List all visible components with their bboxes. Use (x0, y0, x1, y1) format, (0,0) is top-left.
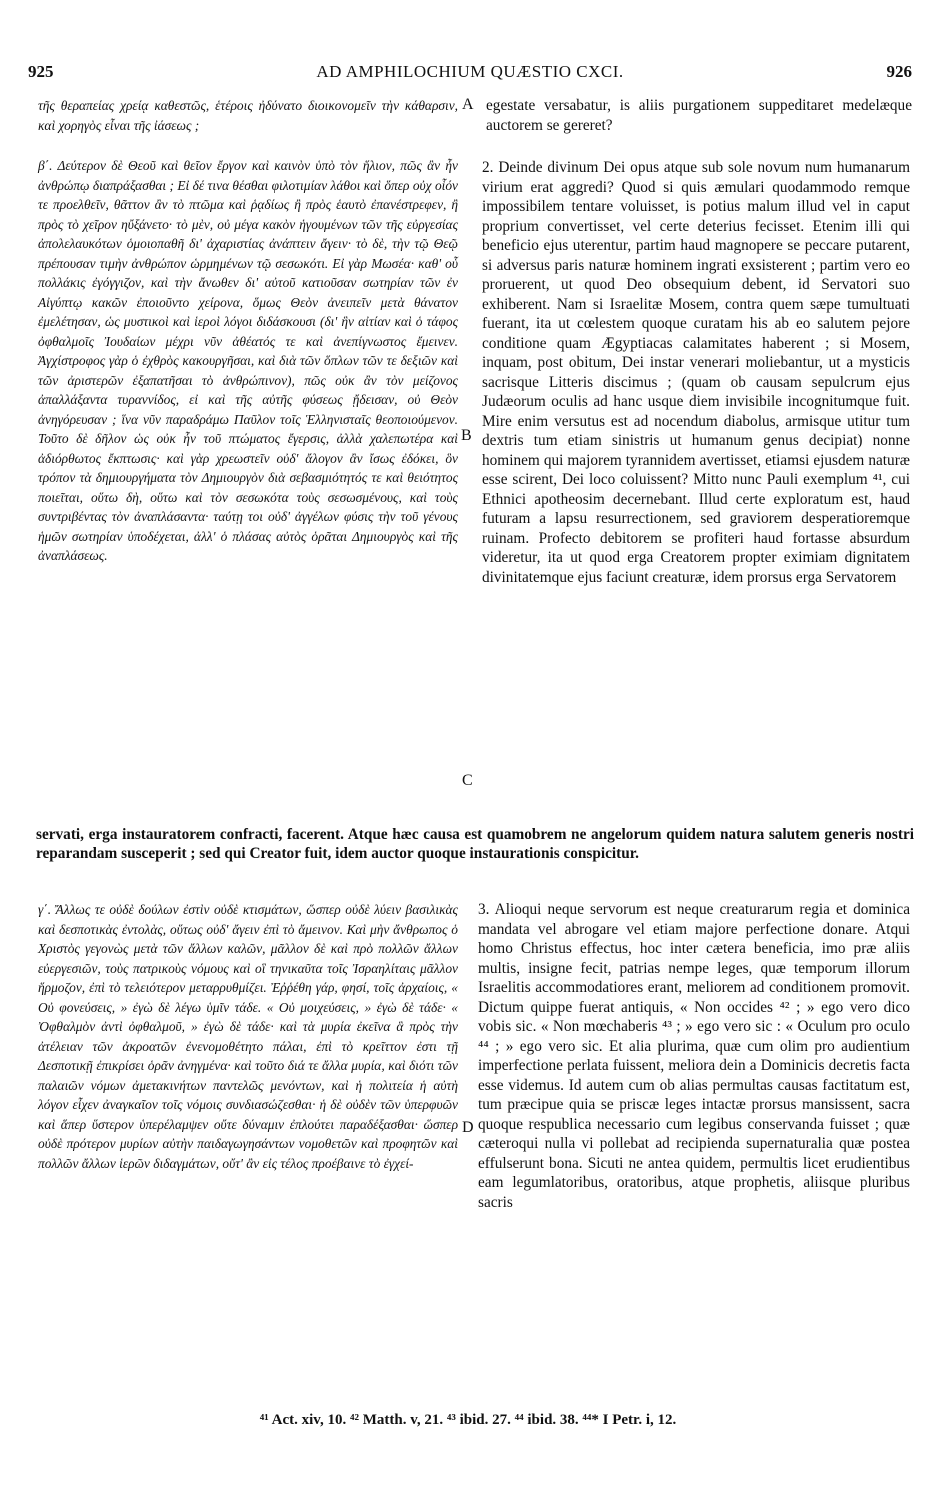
page-number-right: 926 (886, 62, 912, 81)
greek-text-c: γ΄. Ἄλλως τε οὐδὲ δούλων ἐστὶν οὐδὲ κτισμάτων, ὥσπερ οὐδὲ λύειν βασιλικὰς καὶ δεσποτικὰς ἐντολὰς, οὕτως οὐδ' ἄγειν ἐπὶ τὸ ἄμεινον. Καὶ μὴν ἄνθρωπος ὁ Χριστὸς γεγονὼς μετὰ τῶν ἄλλων καλῶν, μᾶλλον δὲ καὶ πρὸ πολλῶν ἄλλων εὐεργεσιῶν, τοὺς πατρικοὺς νόμους καὶ οἳ τηνικαῦτα τοῖς Ἰσραηλίταις μᾶλλον ἥρμοζον, ἐπὶ τὸ τελειότερον μεταρρυθμίζει. Ἐῤῥέθη γάρ, φησί, τοῖς ἀρχαίοις, « Οὐ φονεύσεις, » ἐγὼ δὲ λέγω ὑμῖν τάδε. « Οὐ μοιχεύσεις, » ἐγὼ δὲ τάδε· « Ὀφθαλμὸν ἀντὶ ὀφθαλμοῦ, » ἐγὼ δὲ τάδε· καὶ τὰ μυρία ἐκεῖνα ἃ πρὸς τὴν ἀτέλειαν τῶν ἀκροατῶν ἐνενομοθέτητο πάλαι, ἐπὶ τὸ κρεῖττον ἐστι τῇ Δεσποτικῇ ἐπικρίσει ὁρᾶν ἀνηγμένα· καὶ τοῦτο διά τε ἄλλα μυρία, καὶ διότι τῶν παλαιῶν νόμων ἀμετακινήτων παντελῶς μενόντων, καὶ ἡ πολιτεία ἡ αὐτὴ λόγον εἶχεν ἀναγκαῖον τοῖς νόμοις συνδιασώζεσθαι· ἡ δὲ οὐδὲν τῶν ὑπερφυῶν καὶ ἅπερ ὕστερον ὑπερέλαμψεν οὔτε δύναμιν ἐπλούτει παραδέξασθαι· ὥσπερ οὐδὲ πρότερον μυρίων αὐτὴν παιδαγωγησάντων νομοθετῶν καὶ προφητῶν καὶ πολλῶν ἄλλων ἱερῶν διδαγμάτων, οὔτ' ἂν εἰς τέλος προέβαινε τὸ ἐγχεί- (38, 902, 458, 1171)
margin-marker-a: A (462, 96, 474, 113)
latin-text-a: egestate versabatur, is aliis purgationem suppeditaret medelæque auctorem se gereret? (486, 97, 912, 134)
margin-marker-d: D (462, 1119, 474, 1136)
full-width-text: servati, erga instauratorem confracti, facerent. Atque hæc causa est quamobrem ne angelorum quidem natura salutem generis nostri reparandam susceperit ; sed qui Creator fuit, idem auctor quoque instaurationis conspicitur. (36, 826, 914, 862)
running-title: AD AMPHILOCHIUM QUÆSTIO CXCI. (316, 62, 624, 81)
page-number-left: 925 (28, 62, 54, 81)
page-header (28, 62, 912, 86)
footnotes: ⁴¹ Act. xiv, 10. ⁴² Matth. v, 21. ⁴³ ibid. 27. ⁴⁴ ibid. 38. ⁴⁴* I Petr. i, 12. (259, 1412, 677, 1428)
greek-text-a: τῆς θεραπείας χρείᾳ καθεστῶς, ἑτέροις ἠδύνατο διοικονομεῖν τὴν κάθαρσιν, καὶ χορηγὸς εἶναι τῆς ἰάσεως ; (38, 98, 458, 133)
margin-marker-c: C (462, 772, 473, 789)
greek-text-b: β΄. Δεύτερον δὲ Θεοῦ καὶ θεῖον ἔργον καὶ καινὸν ὑπὸ τὸν ἥλιον, πῶς ἂν ἦν ἀνθρώπῳ διαπράξασθαι ; Εἰ δέ τινα θέσθαι φιλοτιμίαν λάθοι καὶ ὅπερ οὐχ οἷόν τε προελθεῖν, θᾶττον ἂν τὸ πτῶμα καὶ ῥᾳδίως ἢ πρὸς ἑαυτὸ ἐπανέστρεφεν, ἢ πρὸς τὸ χεῖρον ηὔξάνετο· τὸ μὲν, οὐ μέγα κακὸν ἡγουμένων τῶν τῆς εὐργεσίας ἀπολελαυκότων ὁμοιοπαθῆ δι' ἀχαριστίας ἀνάπτειν ἄγειν· τὸ δὲ, τὴν τῷ Θεῷ πρέπουσαν τιμὴν ἀνθρώπον ὡρμημένων τῷ σεσωκότι. Εἰ γὰρ Μωσέα· καθ' οὗ πολλάκις ἐγόγγιζον, καὶ τὴν ἄνωθεν δι' αὐτοῦ κατιοῦσαν σωτηρίαν τῶν ἐν Αἰγύπτῳ κακῶν ἐποιοῦντο χείρονα, ὅμως Θεὸν ἀνειπεῖν μετὰ θάνατον ἐμελέτησαν, ὡς μυστικοὶ καὶ ἱεροὶ λόγοι διδάσκουσι (δι' ἣν αἰτίαν καὶ ὁ τάφος ὀφθαλμοῖς Ἰουδαίων μέχρι νῦν ἀθέατός τε καὶ ἀνεπίγνωστος ἔμεινεν. Ἀγχίστροφος γὰρ ὁ ἐχθρὸς κακουργῆσαι, καὶ διὰ τῶν ὅπλων τῶν τε δεξιῶν καὶ τῶν ἀριστερῶν ἐξαπατῆσαι τὸ ἀνθρώπινον), πῶς οὐκ ἂν τὸν μείζονος ἀπαλλάξαντα τυραννίδος, εἰ καὶ τῆς αὐτῆς φύσεως ᾔδεισαν, οὐ Θεὸν ἀνηγόρευσαν ; ἵνα νῦν παραδράμω Παῦλον τοῖς Ἑλληνισταῖς θεοποιούμενον. Τοῦτο δὲ δῆλον ὡς οὐκ ἦν τοῦ πτώματος ἔγερσις, ἀλλὰ χαλεπωτέρα καὶ ἀδιόρθωτος ἔκπτωσις· καὶ γὰρ χρεωστεῖν οὐδ' ἄλογον ἂν ἴσως ἐδόκει, ὃν τρόπον τὰ δημιουργήματα τὸν Δημιουργὸν διὰ σεβασμιότητός τε καὶ θειότητος ποιεῖται, οὕτω δὴ, οὕτω καὶ τὸν σεσωκότα τοὺς σεσωσμένους, καὶ τοὺς συντριβέντας τὸν ἀναπλάσαντα· ταύτῃ τοι οὐδ' ἀγγέλων φύσις τὴν τοῦ γένους ἡμῶν σωτηρίαν ὑποδέχεται, ἀλλ' ὁ πλάσας αὐτὸς ὁρᾶται Δημιουργὸς καὶ τῆς ἀναπλάσεως. (38, 158, 458, 563)
latin-text-c: 3. Alioqui neque servorum est neque creaturarum regia et dominica mandata vel abrogare vel etiam majore perfectione donare. Atqui homo Christus effectus, hoc inter cætera beneficia, imo præ aliis multis, insigne fecit, patrias nempe leges, quæ temporum illorum Israelitis accommodatiores erant, meliorem ad conditionem promovit. Dictum quippe fuerat antiquis, « Non occides ⁴² ; » ego vero dico vobis sic. « Non mœchaberis ⁴³ ; » ego vero sic : « Oculum pro oculo ⁴⁴ ; » ego vero sic. Et alia plurima, quæ cum olim pro audientium imperfectione perlata fuissent, meliora dein a Dominicis decretis facta esse videmus. Id autem cum ob alias permultas causas factitatum est, tum præcipue quia se priscæ leges intactæ prorsus mansissent, sacra quoque respublica necessario cum legibus conservanda fuisset ; quæ cæteroqui nulla vi pollebat ad recipienda supernaturalia quæ postea effulserunt bona. Sicuti ne antea quidem, permultis licet erudientibus eam legumlatoribus, oratoribus, atque prophetis, aliisque pluribus sacris (478, 901, 910, 1211)
margin-marker-b: B (461, 427, 472, 444)
latin-text-b: 2. Deinde divinum Dei opus atque sub sole novum num humanarum virium erat aggredi? Quod si quis æmulari quodammodo remque impossibilem tentare voluisset, is potius malum illud vel in caput proprium convertisset, vel certe deterius fecisset. Etenim illi qui beneficio ejus uterentur, partim haud magnopere se peccare putarent, si adversus paris naturæ hominem ingrati exsisterent ; partim vero eo proruerent, ut quod Deo obsequium debent, id Servatori suo exhiberent. Nam si Israelitæ Mosem, contra quem sæpe tumultuati fuerant, ita ut cœlestem quoque curatam his ab eo salutem pejore conditione quam Ægyptiacas calamitates haberent ; si Mosem, inquam, post obitum, Dei instar venerari moliebantur, ut a mysticis sacrisque Litteris discimus ; (quam ob causam sepulcrum ejus Judæorum oculis ad hanc usque diem invisibile incognitumque fuit. Mire enim versutus est ad nocendum diabolus, armisque utitur tum dextris tum etiam sinistris ut humanum genus decipiat) nonne hominem qui majorem tyrannidem avertisset, etiamsi ejusdem naturæ esse scirent, Dei loco coluissent? Mitto nunc Pauli exemplum ⁴¹, cui Ethnici apotheosim decernebant. Illud certe exploratum est, haud futuram a lapsu resurrectionem, sed graviorem desperatioremque ruinam. Profecto debitorem se profiteri haud fortasse absurdum videretur, ita ut quod erga Creatorem propter eximiam dignitatem divinitatemque ejus faciunt creaturæ, idem prorsus erga Servatorem (482, 159, 910, 586)
